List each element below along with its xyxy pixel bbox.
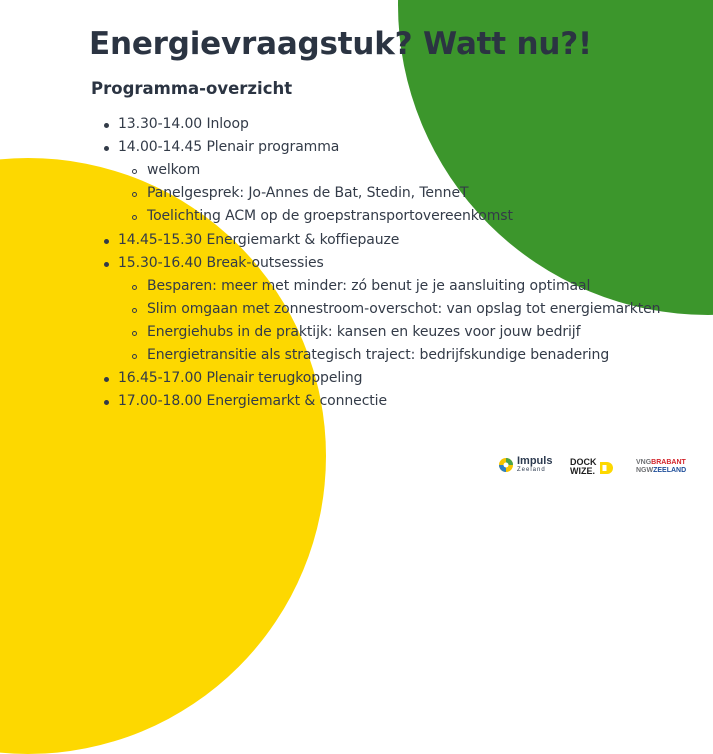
impuls-logo-sub: Zeeland [517,467,546,473]
vng-logo-ngw: NGW [636,467,654,474]
agenda-subitem: Panelgesprek: Jo-Annes de Bat, Stedin, TenneT [147,185,469,202]
sub-bullet-icon [132,354,137,359]
impuls-logo-name: Impuls [517,455,553,467]
program-subtitle: Programma-overzicht [91,79,293,98]
bullet-icon [104,146,109,151]
bullet-icon [104,239,109,244]
sub-bullet-icon [132,331,137,336]
agenda-subitem: Energiehubs in de praktijk: kansen en keuzes voor jouw bedrijf [147,323,581,340]
impuls-mark-icon [498,457,514,473]
vng-logo-a: VNG [636,459,652,466]
agenda-item: 14.00-14.45 Plenair programma [118,139,340,156]
agenda-item: 15.30-16.40 Break-outsessies [118,254,324,271]
vng-logo-zeeland: ZEELAND [653,467,687,474]
agenda-subitem: welkom [147,162,201,179]
vng-logo-brabant: BRABANT [651,459,686,466]
agenda-item: 13.30-14.00 Inloop [118,116,249,132]
page-title: Energievraagstuk? Watt nu?! [89,26,592,62]
agenda-item: 16.45-17.00 Plenair terugkoppeling [118,370,363,387]
dock-logo-line2: WIZE. [570,466,595,476]
agenda-subitem: Toelichting ACM op de groepstransportovereenkomst [147,208,513,225]
sub-bullet-icon [132,169,137,174]
dock-logo-line1: DOCK [570,457,597,467]
bullet-icon [104,262,109,267]
agenda-item: 14.45-15.30 Energiemarkt & koffiepauze [118,231,400,248]
bullet-icon [104,123,109,128]
agenda-subitem: Energietransitie als strategisch traject: bedrijfskundige benadering [147,347,610,363]
vng-brabant-zeeland-logo [636,459,686,475]
sub-bullet-icon [132,308,137,313]
sub-bullet-icon [132,285,137,290]
dock-mark-icon [600,462,613,474]
dockwize-logo [570,458,597,476]
agenda-subitem: Besparen: meer met minder: zó benut je je aansluiting optimaal [147,277,591,294]
agenda-item: 17.00-18.00 Energiemarkt & connectie [118,393,387,410]
agenda-subitem: Slim omgaan met zonnestroom-overschot: van opslag tot energiemarkten [147,300,661,317]
